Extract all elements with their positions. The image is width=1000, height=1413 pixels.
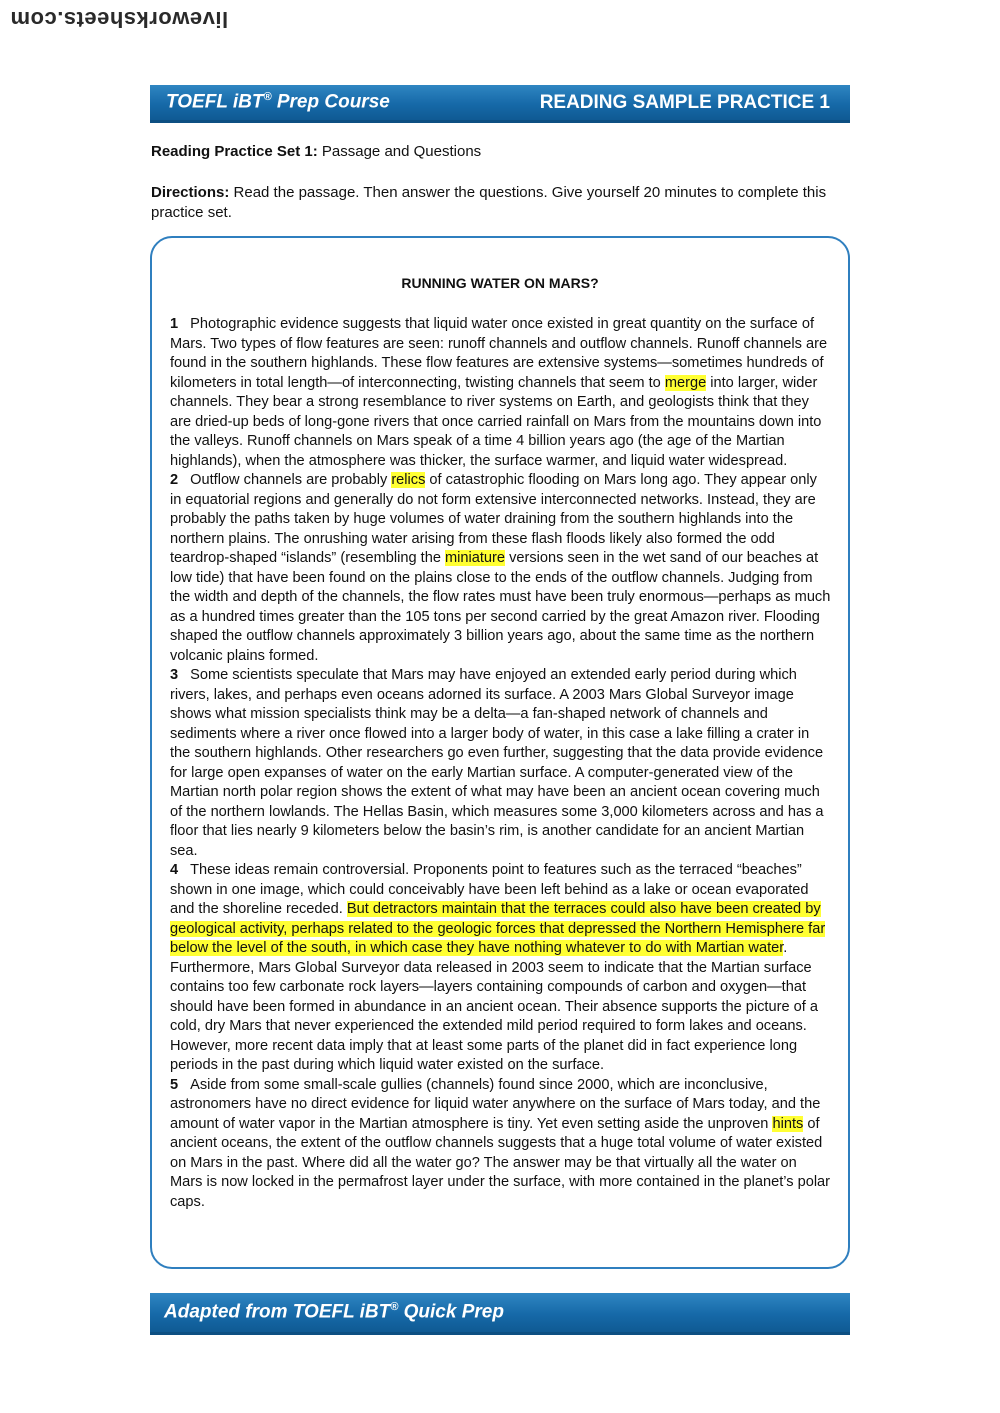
footer-source: Adapted from TOEFL iBT® Quick Prep: [164, 1301, 504, 1323]
passage-body: [170, 315, 832, 1212]
paragraph-2: 2 Outflow channels are probably relics of catastrophic flooding on Mars long ago. They appear only in equatorial regions and generally do not form extensive interconnected networks. Instead, they are probably the paths taken by huge volumes of water draining from the southern highlands into the northern plains. The onrushing water arising from these flash floods likely also formed the odd teardrop-shaped “islands” (resembling the miniature versions seen in the wet sand of our beaches at low tide) that have been found on the plains close to the ends of the outflow channels. Judging from the width and depth of the channels, the flow rates must have been truly enormous—perhaps as much as a hundred times greater than the 105 tons per second carried by the great Amazon river. Flooding shaped the outflow channels approximately 3 billion years ago, about the same time as the northern volcanic plains formed.: [170, 472, 831, 664]
highlight-relics: relics: [391, 472, 426, 488]
course-title: TOEFL iBT® Prep Course: [166, 91, 390, 113]
footer-band: [150, 1293, 850, 1335]
highlight-sentence: But detractors maintain that the terraces could also have been created by geological activity, perhaps related to the geologic forces that depressed the Northern Hemisphere far below the level of the south, in which case they have nothing whatever to do with Martian water: [170, 901, 826, 956]
highlight-hints: hints: [772, 1115, 804, 1132]
paragraph-4: 4 These ideas remain controversial. Proponents point to features such as the terraced “beaches” shown in one image, which could conceivably have been left behind as a lake or ocean evaporated and the shoreline receded. But detractors maintain that the terraces could also have been created by geological activity, perhaps related to the geologic forces that depressed the Northern Hemisphere far below the level of the south, in which case they have nothing whatever to do with Martian water. Furthermore, Mars Global Surveyor data released in 2003 seem to indicate that the Martian surface contains too few carbonate rock layers—layers containing compounds of carbon and oxygen—that should have been formed in abundance in an ancient ocean. Their absence supports the picture of a cold, dry Mars that never experienced the extended mild period required to form lakes and oceans. However, more recent data imply that at least some parts of the planet did in fact experience long periods in the past during which liquid water existed on the surface.: [170, 862, 826, 1073]
paragraph-3: 3 Some scientists speculate that Mars may have enjoyed an extended early period during which rivers, lakes, and perhaps even oceans adorned its surface. A 2003 Mars Global Surveyor image shows what mission specialists think may be a delta—a fan-shaped network of channels and sediments where a river once flowed into a larger body of water, in this case a lake filling a crater in the southern highlands. Other researchers go even further, suggesting that the data provide evidence for large open expanses of water on the early Martian surface. A computer-generated view of the Martian north polar region shows the extent of what may have been an ancient ocean covering much of the northern lowlands. The Hellas Basin, which measures some 3,000 kilometers across and has a floor that lies nearly 9 kilometers below the basin’s rim, is another candidate for an ancient Martian sea.: [170, 667, 824, 859]
watermark-logo: liveworksheets.com: [10, 7, 229, 32]
paragraph-1: 1 Photographic evidence suggests that liquid water once existed in great quantity on the surface of Mars. Two types of flow features are seen: runoff channels and outflow channels. Runoff channels are found in the southern highlands. These flow features are extensive systems—sometimes hundreds of kilometers in total length—of interconnecting, twisting channels that seem to merge into larger, wider channels. They bear a strong resemblance to river systems on Earth, and geologists think that they are dried-up beds of long-gone rivers that once carried rainfall on Mars from the mountains down into the valleys. Runoff channels on Mars speak of a time 4 billion years ago (the age of the Martian highlands), when the atmosphere was thicker, the surface warmer, and liquid water widespread.: [170, 316, 828, 469]
practice-title: READING SAMPLE PRACTICE 1: [539, 91, 830, 113]
header-band: [150, 85, 850, 123]
highlight-merge: merge: [664, 374, 707, 391]
paragraph-5: 5 Aside from some small-scale gullies (channels) found since 2000, which are inconclusive, astronomers have no direct evidence for liquid water anywhere on the surface of Mars today, and the amount of water vapor in the Martian atmosphere is tiny. Yet even setting aside the unproven hints of ancient oceans, the extent of the outflow channels suggests that a huge total volume of water existed on Mars in the past. Where did all the water go? The answer may be that virtually all the water on Mars is now locked in the permafrost layer under the surface, with more contained in the planet’s polar caps.: [170, 1076, 831, 1210]
highlight-miniature: miniature: [445, 550, 506, 566]
set-line: Reading Practice Set 1: Passage and Questions: [151, 143, 482, 160]
directions: Directions: Read the passage. Then answer the questions. Give yourself 20 minutes to complete this practice set.: [151, 184, 827, 221]
passage-title: RUNNING WATER ON MARS?: [401, 275, 599, 291]
